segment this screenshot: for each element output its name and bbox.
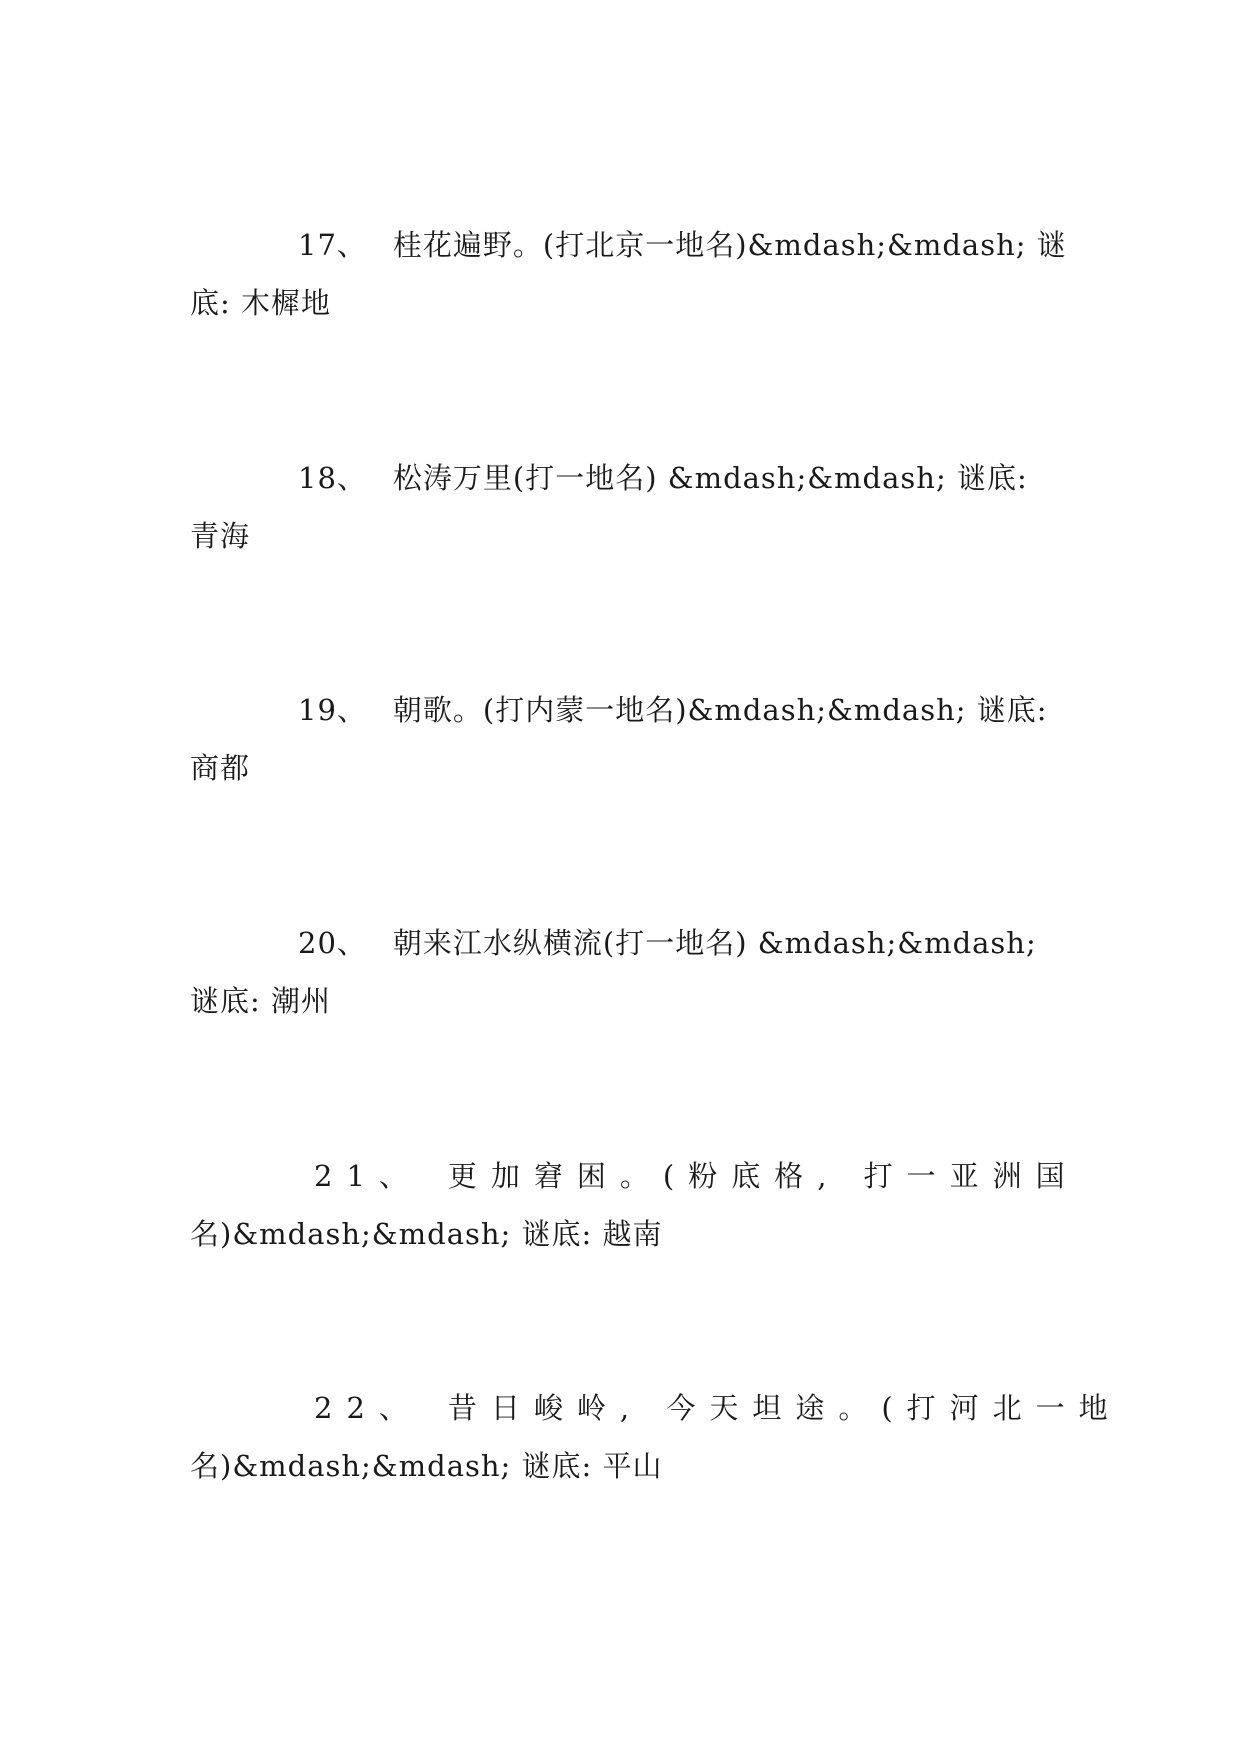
riddle-question-line: [190, 449, 1050, 507]
riddle-item: [190, 1379, 1122, 1495]
riddle-question-line: [190, 1147, 1079, 1205]
riddle-answer-line: 谜底: 潮州: [190, 984, 331, 1018]
riddle-number: 19、: [298, 693, 367, 727]
riddle-question: 更加窘困。(粉底格, 打一亚洲国: [447, 1159, 1079, 1193]
riddle-question: 昔日峻岭, 今天坦途。(打河北一地: [447, 1391, 1122, 1425]
riddle-question-line: [190, 914, 1050, 972]
riddle-question: 桂花遍野。(打北京一地名)&mdash;&mdash; 谜: [392, 228, 1067, 262]
riddle-question-line: [190, 681, 1050, 739]
riddle-number: 20、: [298, 926, 367, 960]
riddle-number: 22、: [314, 1391, 422, 1425]
riddle-answer-line: 青海: [190, 519, 251, 553]
riddle-question: 朝歌。(打内蒙一地名)&mdash;&mdash; 谜底:: [392, 693, 1048, 727]
riddle-answer-line: 名)&mdash;&mdash; 谜底: 平山: [190, 1449, 663, 1483]
riddle-question: 朝来江水纵横流(打一地名) &mdash;&mdash;: [392, 926, 1037, 960]
riddle-number: 21、: [314, 1159, 422, 1193]
riddle-number: 18、: [298, 461, 367, 495]
riddle-item: [190, 1147, 1079, 1263]
riddle-number: 17、: [298, 228, 367, 262]
riddle-question: 松涛万里(打一地名) &mdash;&mdash; 谜底:: [392, 461, 1028, 495]
riddle-answer-line: 底: 木樨地: [190, 286, 331, 320]
riddle-item: [190, 681, 1050, 797]
riddle-answer-line: 名)&mdash;&mdash; 谜底: 越南: [190, 1217, 663, 1251]
riddle-answer-line: 商都: [190, 751, 251, 785]
riddle-question-line: [190, 1379, 1122, 1437]
riddle-item: [190, 914, 1050, 1030]
riddle-question-line: [190, 216, 1067, 274]
riddle-item: [190, 216, 1067, 332]
riddle-item: [190, 449, 1050, 565]
